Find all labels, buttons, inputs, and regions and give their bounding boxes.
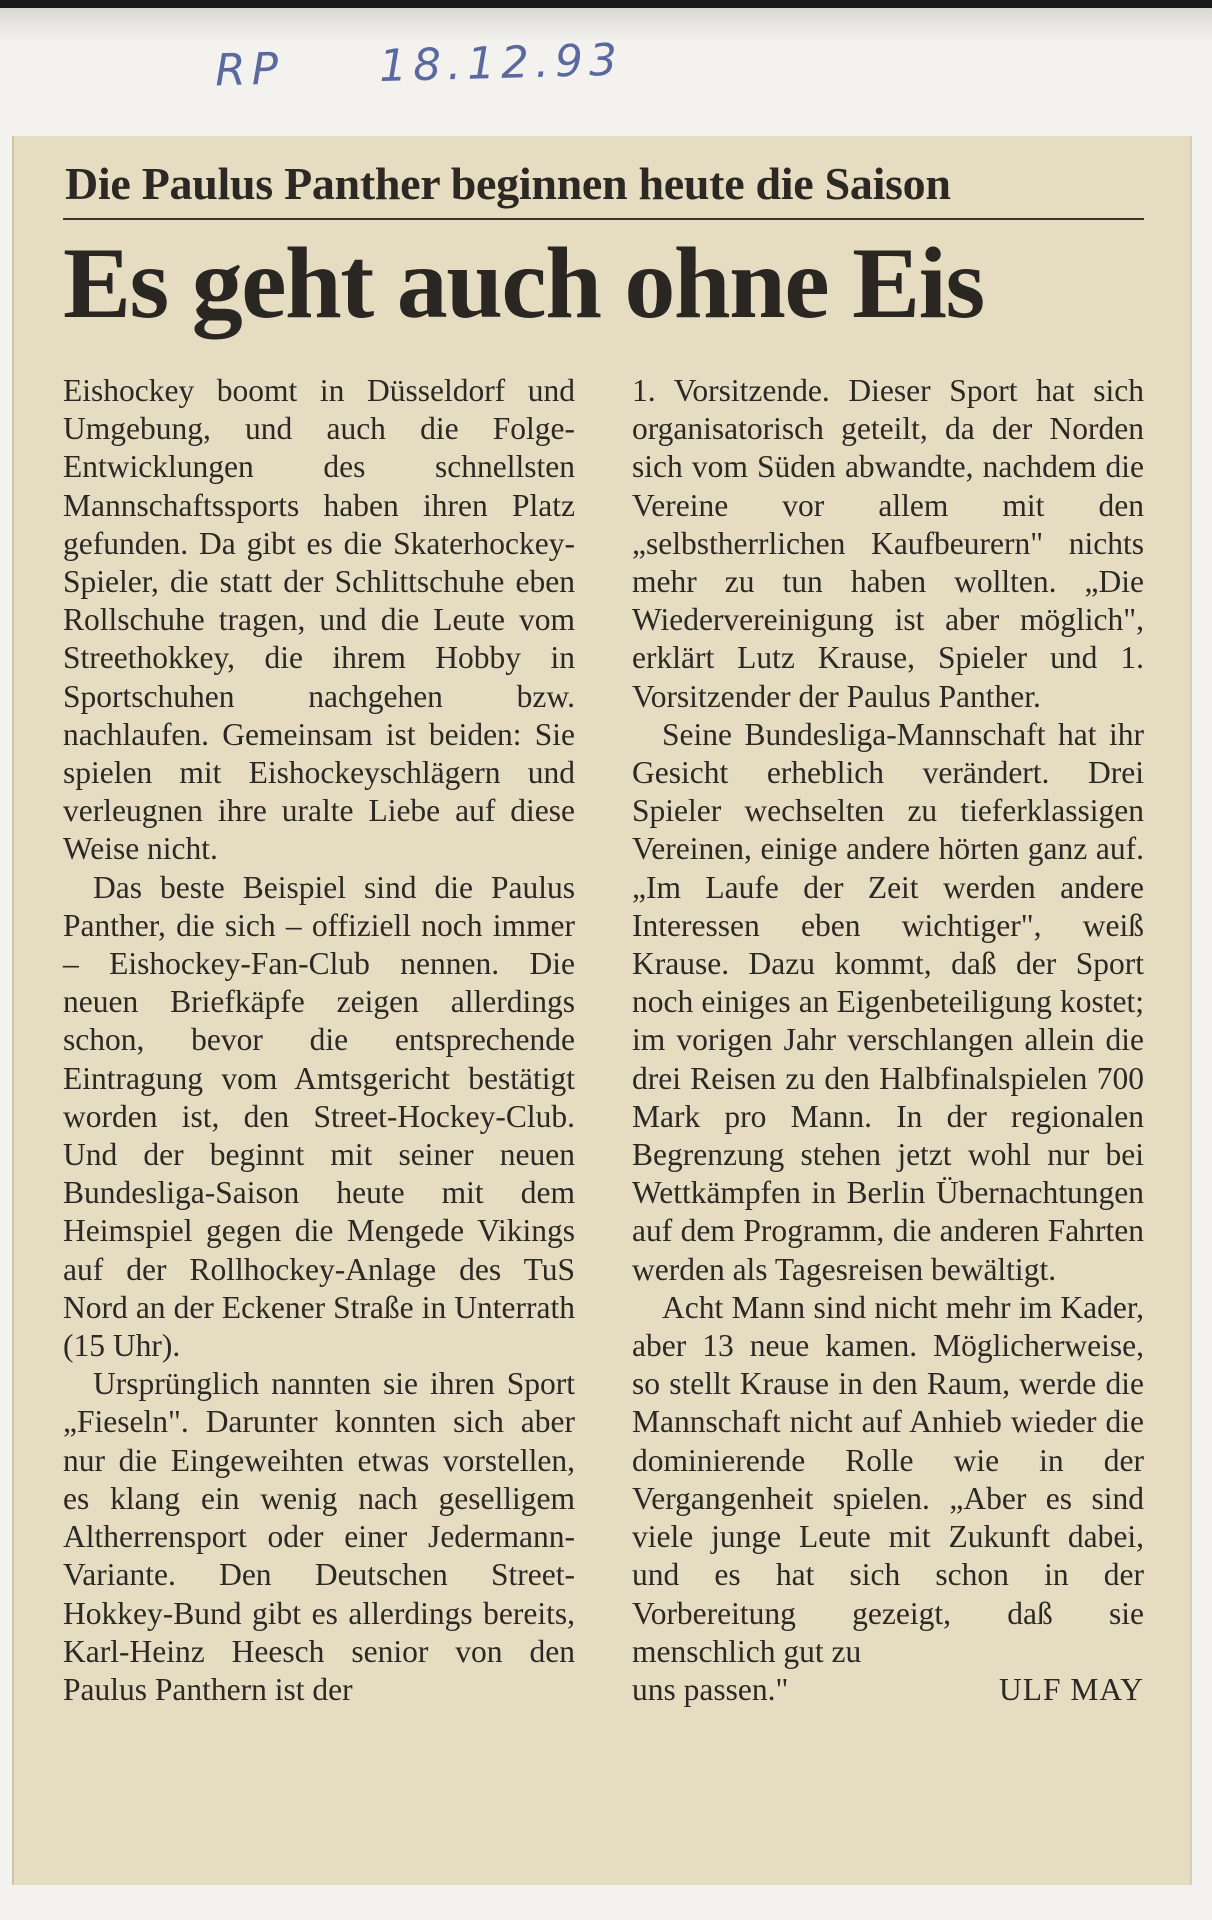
handwritten-annotation (214, 35, 623, 97)
article-paragraph: 1. Vorsitzende. Dieser Sport hat sich organisatorisch geteilt, da der Norden sich vom Süden abwandte, nachdem die Vereine vor allem mit den „selbstherrlichen Kaufbeurern" nichts mehr zu tun haben wollten. „Die Wiedervereinigung ist aber möglich", erklärt Lutz Krause, Spieler und 1. Vorsitzender der Paulus Panther. (632, 373, 1144, 714)
article-body (63, 372, 1144, 1709)
article-column-1 (63, 372, 575, 1709)
article-last-line: uns passen." (632, 1671, 789, 1707)
article-paragraph: Acht Mann sind nicht mehr im Kader, aber 13 neue kamen. Möglicherweise, so stellt Krause in den Raum, werde die Mannschaft nicht auf Anhieb wieder die dominierende Rolle wie in der Vergangenheit spielen. „Aber es sind viele junge Leute mit Zukunft dabei, und es hat sich schon in der Vorbereitung gezeigt, daß sie menschlich gut zu (632, 1289, 1144, 1669)
annotation-date: 18.12.93 (378, 34, 624, 93)
annotation-source: RP (214, 43, 285, 97)
article-kicker: Die Paulus Panther beginnen heute die Saison (63, 156, 1144, 220)
article-byline (632, 1671, 1144, 1709)
scan-top-edge (0, 0, 1212, 8)
article-column-2 (632, 372, 1144, 1709)
article-headline: Es geht auch ohne Eis (63, 227, 984, 340)
article-paragraph: Das beste Beispiel sind die Paulus Panther, die sich – offiziell noch immer – Eishockey-Fan-Club nennen. Die neuen Briefkäpfe zeigen allerdings schon, bevor die entsprechende Eintragung vom Amtsgericht bestätigt worden ist, den Street-Hockey-Club. Und der beginnt mit seiner neuen Bundesliga-Saison heute mit dem Heimspiel gegen die Mengede Vikings auf der Rollhockey-Anlage des TuS Nord an der Eckener Straße in Unterrath (15 Uhr). (63, 869, 575, 1364)
article-paragraph: Seine Bundesliga-Mannschaft hat ihr Gesicht erheblich verändert. Drei Spieler wechselten zu tieferklassigen Vereinen, einige andere hörten ganz auf. „Im Laufe der Zeit werden andere Interessen eben wichtiger", weiß Krause. Dazu kommt, daß der Sport noch einiges an Eigenbeteiligung kostet; im vorigen Jahr verschlangen allein die drei Reisen zu den Halbfinalspielen 700 Mark pro Mann. In der regionalen Begrenzung stehen jetzt wohl nur bei Wettkämpfen in Berlin Übernachtungen auf dem Programm, die anderen Fahrten werden als Tagesreisen bewältigt. (632, 716, 1144, 1287)
article-paragraph: Eishockey boomt in Düsseldorf und Umgebung, und auch die Folge-Entwicklungen des schnellsten Mannschaftssports haben ihren Platz gefunden. Da gibt es die Skaterhockey-Spieler, die statt der Schlittschuhe eben Rollschuhe tragen, und die Leute vom Streethokkey, die ihrem Hobby in Sportschuhen nachgehen bzw. nachlaufen. Gemeinsam ist beiden: Sie spielen mit Eishockeyschlägern und verleugnen ihre uralte Liebe auf diese Weise nicht. (63, 373, 575, 867)
newspaper-clipping (12, 136, 1192, 1885)
article-paragraph: Ursprünglich nannten sie ihren Sport „Fieseln". Darunter konnten sich aber nur die Eingeweihten etwas vorstellen, es klang ein wenig nach geselligem Altherrensport oder einer Jedermann-Variante. Den Deutschen Street-Hokkey-Bund gibt es allerdings bereits, Karl-Heinz Heesch senior von den Paulus Panthern ist der (63, 1366, 575, 1707)
article-author: ULF MAY (999, 1671, 1144, 1707)
